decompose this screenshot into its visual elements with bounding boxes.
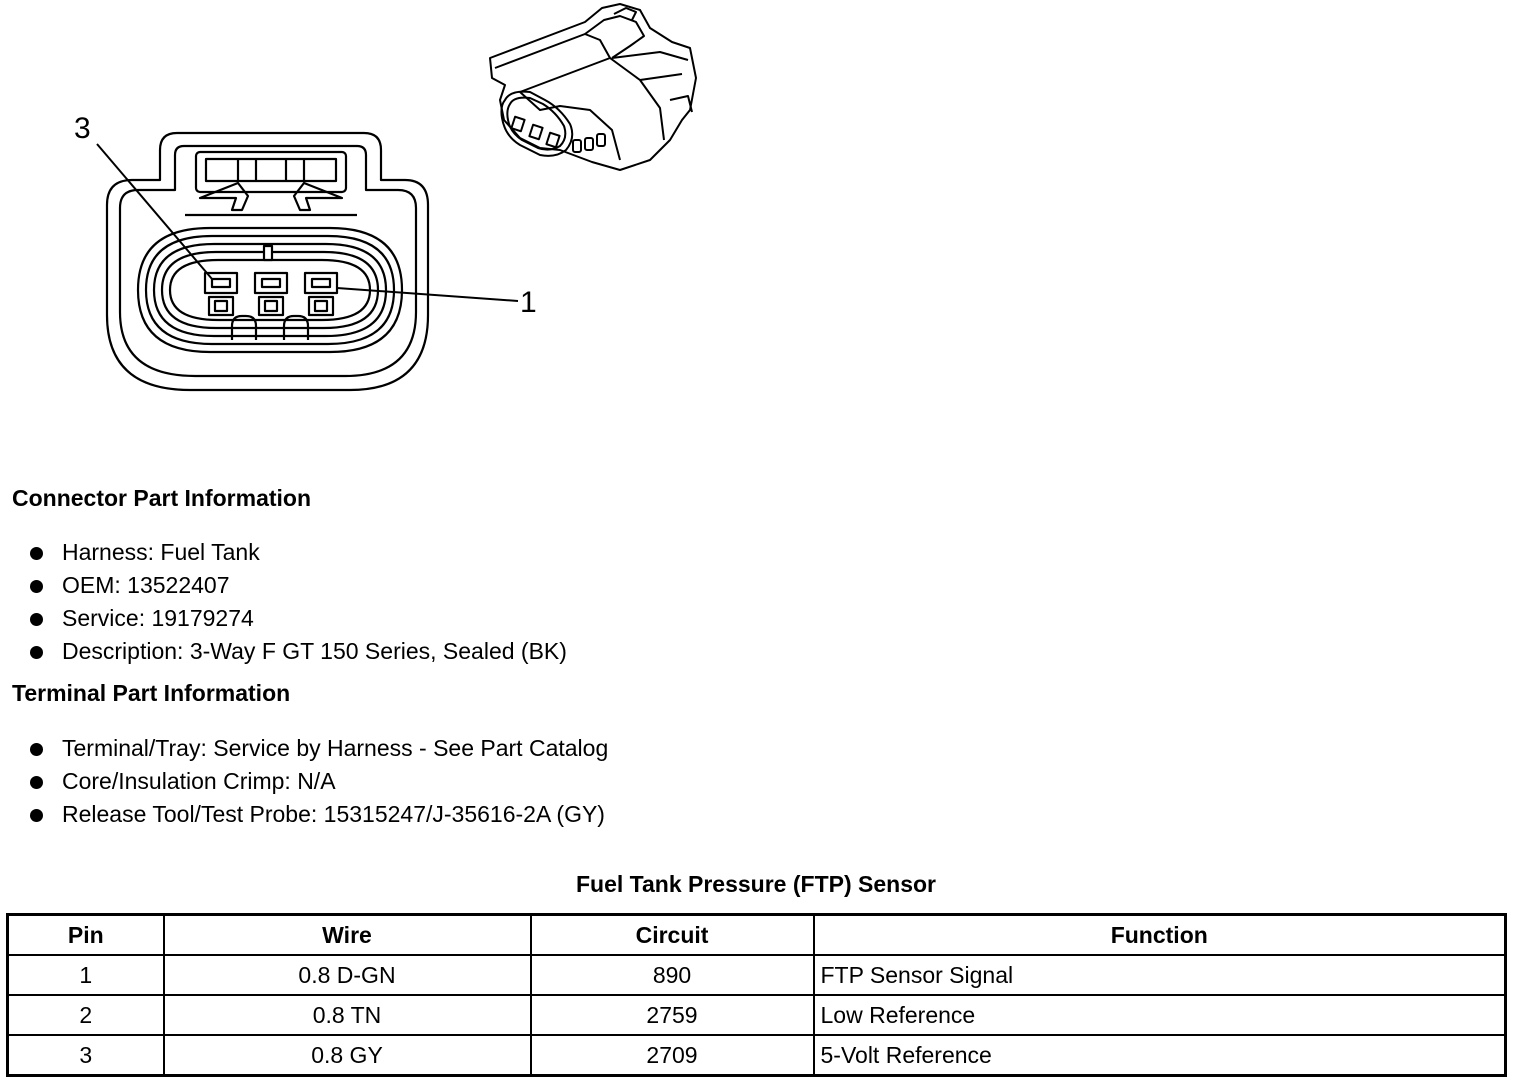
cell-pin: 2 [8, 995, 164, 1035]
table-header-row [8, 915, 1506, 956]
cell-function: Low Reference [814, 995, 1506, 1035]
list-item-service: Service: 19179274 [30, 602, 567, 635]
column-header-wire: Wire [164, 915, 531, 956]
bullet-icon [30, 776, 43, 789]
connector-part-info-list [30, 536, 567, 668]
cell-function: 5-Volt Reference [814, 1035, 1506, 1076]
bullet-icon [30, 547, 43, 560]
list-item-harness: Harness: Fuel Tank [30, 536, 567, 569]
connector-drawing [0, 0, 760, 420]
cell-function: FTP Sensor Signal [814, 955, 1506, 995]
pin-table-title: Fuel Tank Pressure (FTP) Sensor [575, 871, 936, 897]
cell-circuit: 2709 [531, 1035, 814, 1076]
cell-wire: 0.8 GY [164, 1035, 531, 1076]
terminal-cavity-3 [205, 273, 237, 315]
callout-pin-3: 3 [74, 112, 91, 145]
table-row [8, 1035, 1506, 1076]
list-item-oem: OEM: 13522407 [30, 569, 567, 602]
table-row [8, 995, 1506, 1035]
column-header-function: Function [814, 915, 1506, 956]
list-item-description: Description: 3-Way F GT 150 Series, Sealed (BK) [30, 635, 567, 668]
table-row [8, 955, 1506, 995]
pin-table [6, 913, 1507, 1077]
cell-pin: 1 [8, 955, 164, 995]
bullet-icon [30, 580, 43, 593]
column-header-pin: Pin [8, 915, 164, 956]
cell-pin: 3 [8, 1035, 164, 1076]
bullet-icon [30, 743, 43, 756]
terminal-cavity-2 [255, 273, 287, 315]
connector-isometric-view [490, 4, 696, 170]
list-item-crimp: Core/Insulation Crimp: N/A [30, 765, 608, 798]
bullet-icon [30, 613, 43, 626]
bullet-icon [30, 809, 43, 822]
cell-circuit: 2759 [531, 995, 814, 1035]
terminal-cavity-1 [305, 273, 337, 315]
cell-wire: 0.8 TN [164, 995, 531, 1035]
list-item-release-tool: Release Tool/Test Probe: 15315247/J-35616-2A (GY) [30, 798, 608, 831]
bullet-icon [30, 646, 43, 659]
terminal-part-info-heading: Terminal Part Information [12, 680, 291, 706]
column-header-circuit: Circuit [531, 915, 814, 956]
connector-part-info-heading: Connector Part Information [12, 485, 312, 511]
list-item-terminal-tray: Terminal/Tray: Service by Harness - See Part Catalog [30, 732, 608, 765]
cell-circuit: 890 [531, 955, 814, 995]
callout-pin-1: 1 [520, 286, 537, 319]
connector-diagram [0, 0, 760, 420]
cell-wire: 0.8 D-GN [164, 955, 531, 995]
terminal-part-info-list [30, 732, 608, 831]
